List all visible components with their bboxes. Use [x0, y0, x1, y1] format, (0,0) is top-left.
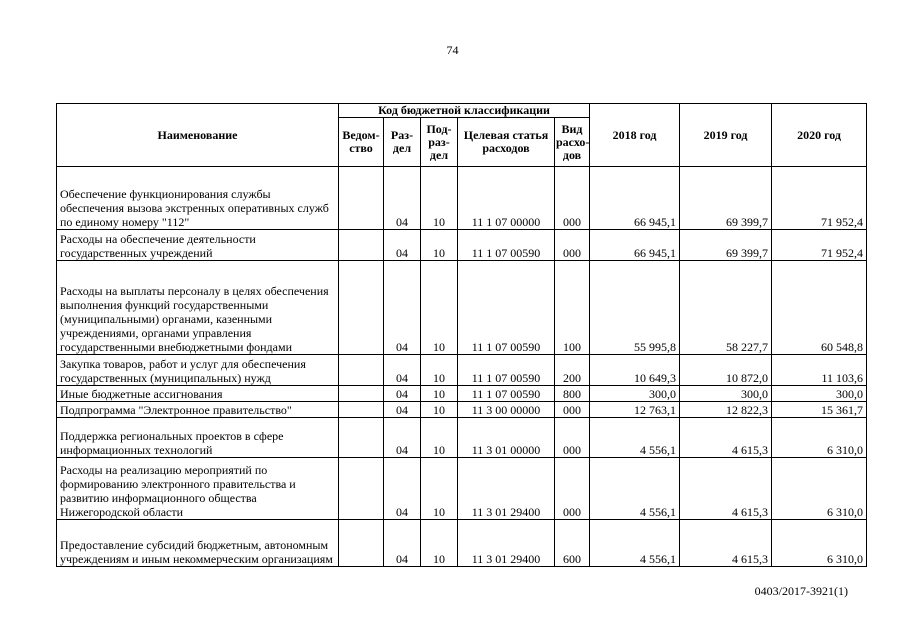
table-cell-2018: 300,0	[590, 386, 680, 402]
table-cell-vid: 000	[555, 167, 590, 230]
table-cell-razdel: 04	[384, 458, 421, 520]
table-cell-target: 11 3 00 00000	[458, 402, 555, 418]
table-cell-2020: 60 548,8	[772, 261, 867, 355]
table-cell-vid: 200	[555, 355, 590, 386]
table-cell-target: 11 1 07 00590	[458, 261, 555, 355]
table-cell-vedomstvo	[339, 230, 384, 261]
header-vedomstvo: Ведом-ство	[339, 118, 384, 167]
table-row	[57, 520, 867, 567]
table-cell-2020: 15 361,7	[772, 402, 867, 418]
table-cell-name: Предоставление субсидий бюджетным, автономным учреждениям и иным некоммерческим организациям	[57, 520, 339, 567]
table-cell-2018: 10 649,3	[590, 355, 680, 386]
table-cell-name: Обеспечение функционирования службы обеспечения вызова экстренных оперативных служб по единому номеру "112"	[57, 167, 339, 230]
table-cell-podrazdel: 10	[421, 458, 458, 520]
table-cell-target: 11 1 07 00590	[458, 386, 555, 402]
header-2019: 2019 год	[680, 104, 772, 167]
table-cell-vid: 000	[555, 402, 590, 418]
header-budget-code: Код бюджетной классификации	[339, 104, 590, 118]
table-cell-vedomstvo	[339, 402, 384, 418]
table-cell-razdel: 04	[384, 261, 421, 355]
table-cell-target: 11 3 01 29400	[458, 458, 555, 520]
document-code: 0403/2017-3921(1)	[754, 584, 848, 598]
table-cell-2020: 71 952,4	[772, 167, 867, 230]
table-cell-podrazdel: 10	[421, 402, 458, 418]
table-cell-2018: 12 763,1	[590, 402, 680, 418]
table-cell-2020: 6 310,0	[772, 458, 867, 520]
table-cell-podrazdel: 10	[421, 167, 458, 230]
table-row	[57, 167, 867, 230]
page-number: 74	[446, 43, 459, 57]
table-cell-2019: 58 227,7	[680, 261, 772, 355]
table-body	[57, 167, 867, 567]
table-cell-2019: 4 615,3	[680, 418, 772, 458]
table-cell-2018: 55 995,8	[590, 261, 680, 355]
table-cell-vedomstvo	[339, 167, 384, 230]
table-cell-2018: 4 556,1	[590, 520, 680, 567]
table-row	[57, 386, 867, 402]
table-row	[57, 458, 867, 520]
table-row	[57, 355, 867, 386]
table-cell-razdel: 04	[384, 418, 421, 458]
table-cell-2018: 4 556,1	[590, 458, 680, 520]
table-cell-2019: 69 399,7	[680, 167, 772, 230]
table-row	[57, 230, 867, 261]
table-row	[57, 418, 867, 458]
table-cell-razdel: 04	[384, 520, 421, 567]
table-cell-vedomstvo	[339, 458, 384, 520]
table-cell-vid: 800	[555, 386, 590, 402]
table-cell-2020: 11 103,6	[772, 355, 867, 386]
header-name: Наименование	[57, 104, 339, 167]
table-cell-2019: 300,0	[680, 386, 772, 402]
table-cell-podrazdel: 10	[421, 230, 458, 261]
table-cell-vid: 000	[555, 418, 590, 458]
table-cell-razdel: 04	[384, 402, 421, 418]
table-cell-2020: 6 310,0	[772, 520, 867, 567]
table-row	[57, 402, 867, 418]
header-target: Целевая статья расходов	[458, 118, 555, 167]
budget-table	[56, 103, 867, 567]
table-cell-target: 11 3 01 29400	[458, 520, 555, 567]
table-cell-2018: 4 556,1	[590, 418, 680, 458]
table-cell-2019: 4 615,3	[680, 520, 772, 567]
table-cell-2019: 10 872,0	[680, 355, 772, 386]
table-cell-razdel: 04	[384, 230, 421, 261]
table-cell-2020: 300,0	[772, 386, 867, 402]
table-cell-2020: 6 310,0	[772, 418, 867, 458]
header-2020: 2020 год	[772, 104, 867, 167]
table-cell-razdel: 04	[384, 167, 421, 230]
table-cell-podrazdel: 10	[421, 386, 458, 402]
table-cell-vedomstvo	[339, 386, 384, 402]
table-cell-2019: 4 615,3	[680, 458, 772, 520]
table-cell-name: Поддержка региональных проектов в сфере информационных технологий	[57, 418, 339, 458]
table-cell-vid: 000	[555, 230, 590, 261]
header-podrazdel: Под-раз-дел	[421, 118, 458, 167]
table-cell-vid: 600	[555, 520, 590, 567]
table-cell-vedomstvo	[339, 261, 384, 355]
header-razdel: Раз-дел	[384, 118, 421, 167]
table-cell-podrazdel: 10	[421, 418, 458, 458]
table-cell-podrazdel: 10	[421, 261, 458, 355]
table-cell-name: Расходы на выплаты персоналу в целях обеспечения выполнения функций государственными (муниципальными) органами, казенными учреждениями, органами управления государственными внебюджетными фондами	[57, 261, 339, 355]
table-cell-2018: 66 945,1	[590, 230, 680, 261]
table-cell-name: Расходы на обеспечение деятельности государственных учреждений	[57, 230, 339, 261]
table-cell-name: Иные бюджетные ассигнования	[57, 386, 339, 402]
header-2018: 2018 год	[590, 104, 680, 167]
table-cell-2018: 66 945,1	[590, 167, 680, 230]
table-cell-name: Расходы на реализацию мероприятий по формированию электронного правительства и развитию информационного общества Нижегородской области	[57, 458, 339, 520]
table-cell-vedomstvo	[339, 355, 384, 386]
table-cell-target: 11 1 07 00000	[458, 167, 555, 230]
table-cell-vedomstvo	[339, 520, 384, 567]
table-cell-vedomstvo	[339, 418, 384, 458]
table-cell-podrazdel: 10	[421, 355, 458, 386]
table-cell-name: Закупка товаров, работ и услуг для обеспечения государственных (муниципальных) нужд	[57, 355, 339, 386]
header-vid: Вид расхо-дов	[555, 118, 590, 167]
table-cell-target: 11 1 07 00590	[458, 230, 555, 261]
table-cell-2019: 69 399,7	[680, 230, 772, 261]
table-cell-target: 11 1 07 00590	[458, 355, 555, 386]
table-cell-razdel: 04	[384, 355, 421, 386]
table-cell-razdel: 04	[384, 386, 421, 402]
table-cell-podrazdel: 10	[421, 520, 458, 567]
table-cell-target: 11 3 01 00000	[458, 418, 555, 458]
table-cell-2020: 71 952,4	[772, 230, 867, 261]
table-cell-vid: 100	[555, 261, 590, 355]
table-cell-2019: 12 822,3	[680, 402, 772, 418]
table-row	[57, 261, 867, 355]
table-cell-vid: 000	[555, 458, 590, 520]
table-cell-name: Подпрограмма "Электронное правительство"	[57, 402, 339, 418]
